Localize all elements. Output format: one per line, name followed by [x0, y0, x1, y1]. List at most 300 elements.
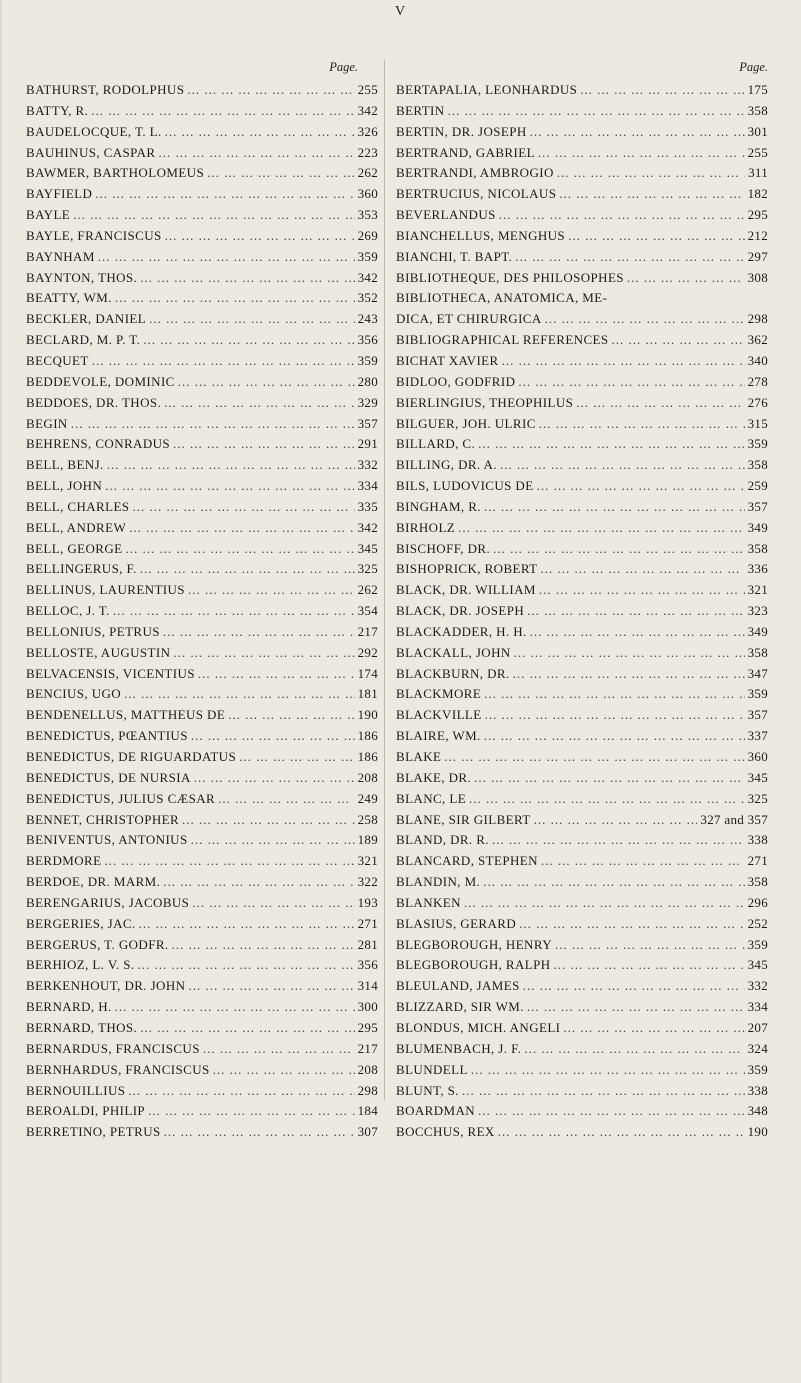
entry-page: 360	[747, 749, 768, 764]
dot-leader	[148, 1101, 355, 1122]
entry-name: BERRETINO, PETRUS	[26, 1124, 161, 1140]
index-entry	[26, 80, 378, 101]
dot-leader	[499, 205, 745, 226]
index-entry	[26, 372, 378, 393]
entry-page: 308	[747, 269, 768, 285]
entry-page: 271	[357, 915, 378, 931]
entry-page: 207	[747, 1019, 768, 1035]
entry-name: BLUNDELL	[396, 1061, 468, 1077]
entry-name: BENEDICTUS, DE NURSIA	[26, 769, 191, 785]
index-entry	[26, 476, 378, 497]
entry-name: BENNET, CHRISTOPHER	[26, 811, 180, 827]
dot-leader	[128, 1081, 354, 1102]
dot-leader	[484, 497, 745, 518]
dot-leader	[537, 476, 745, 497]
dot-leader	[498, 1122, 745, 1143]
entry-page: 342	[357, 102, 378, 118]
index-entry	[396, 872, 768, 893]
dot-leader	[92, 351, 355, 372]
index-entry	[26, 664, 378, 685]
dot-leader	[492, 830, 745, 851]
index-entry	[396, 122, 768, 143]
dot-leader	[228, 705, 354, 726]
entry-page: 349	[747, 519, 768, 535]
entry-name: BERTIN, DR. JOSEPH	[396, 123, 527, 139]
dot-leader	[469, 789, 745, 810]
dot-leader	[138, 955, 355, 976]
entry-page: 359	[747, 1061, 768, 1077]
entry-name: BERTRANDI, AMBROGIO	[396, 165, 554, 181]
index-entry	[26, 1122, 378, 1143]
entry-page: 276	[747, 394, 768, 410]
entry-page: 359	[747, 936, 768, 952]
index-entry	[396, 351, 768, 372]
entry-page: 259	[747, 478, 768, 494]
entry-name: BAYLE, FRANCISCUS	[26, 227, 162, 243]
index-entry	[396, 1039, 768, 1060]
index-entry	[26, 351, 378, 372]
entry-name: BLAKE	[396, 749, 442, 764]
entry-page: 212	[747, 227, 768, 243]
entry-page: 357	[747, 707, 768, 723]
index-entry	[26, 601, 378, 622]
index-entry	[26, 580, 378, 601]
entry-page: 280	[357, 373, 378, 389]
entry-name: BERNOUILLIUS	[26, 1082, 126, 1098]
entry-name: BENIVENTUS, ANTONIUS	[26, 832, 188, 848]
dot-leader	[627, 268, 745, 289]
index-entry	[396, 1060, 768, 1081]
index-entry	[26, 1039, 378, 1060]
entry-name: BIBLIOGRAPHICAL REFERENCES	[396, 332, 609, 348]
entry-page: 271	[747, 853, 768, 869]
dot-leader	[172, 935, 355, 956]
entry-page: 358	[747, 874, 768, 890]
dot-leader	[129, 518, 354, 539]
entry-name: BERNARDUS, FRANCISCUS	[26, 1040, 200, 1056]
dot-leader	[515, 247, 744, 268]
index-entry	[26, 768, 378, 789]
entry-name: BLAKE, DR.	[396, 769, 472, 785]
dot-leader	[527, 997, 745, 1018]
dot-leader	[484, 726, 745, 747]
entry-name: BLANDIN, M.	[396, 874, 481, 890]
entry-name: BLONDUS, MICH. ANGELI	[396, 1019, 561, 1035]
index-entry	[396, 789, 768, 810]
index-entry	[396, 851, 768, 872]
dot-leader	[71, 414, 355, 435]
entry-page: 208	[357, 769, 378, 785]
entry-name: BIRHOLZ	[396, 519, 456, 535]
entry-page: 358	[747, 644, 768, 660]
entry-name: BELL, ANDREW	[26, 519, 127, 535]
dot-leader	[158, 143, 354, 164]
index-entry	[396, 768, 768, 789]
dot-leader	[576, 393, 744, 414]
index-entry	[26, 184, 378, 205]
entry-name: BLEGBOROUGH, HENRY	[396, 936, 552, 952]
entry-page: 252	[747, 915, 768, 931]
entry-name: BAYLE	[26, 207, 71, 223]
dot-leader	[458, 518, 744, 539]
entry-page: 295	[357, 1019, 378, 1035]
index-entry	[26, 559, 378, 580]
entry-page: 291	[357, 436, 378, 452]
entry-page: 354	[357, 603, 378, 619]
entry-page: 325	[357, 561, 378, 577]
dot-leader	[124, 684, 355, 705]
dot-leader	[474, 768, 744, 789]
index-entry	[26, 205, 378, 226]
entry-page: 217	[357, 623, 378, 639]
entry-page: 186	[357, 728, 378, 744]
dot-leader	[557, 163, 745, 184]
dot-leader	[213, 1060, 355, 1081]
dot-leader	[530, 622, 745, 643]
entry-name: BERGERUS, T. GODFR.	[26, 936, 169, 952]
entry-page: 332	[747, 978, 768, 994]
entry-page: 321	[357, 853, 378, 869]
index-entry	[396, 976, 768, 997]
entry-page: 335	[357, 498, 378, 514]
entry-page: 175	[747, 82, 768, 97]
entry-page: 298	[747, 311, 768, 327]
index-entry	[396, 476, 768, 497]
index-entry	[26, 830, 378, 851]
dot-leader	[478, 434, 744, 455]
entry-name: BAUHINUS, CASPAR	[26, 144, 156, 160]
entry-name: BAWMER, BARTHOLOMEUS	[26, 165, 205, 181]
dot-leader	[192, 893, 354, 914]
entry-name: BELLOC, J. T.	[26, 603, 110, 619]
index-entry	[26, 789, 378, 810]
entry-page: 362	[747, 332, 768, 348]
entry-name: BENEDICTUS, DE RIGUARDATUS	[26, 749, 237, 764]
entry-name: BIANCHELLUS, MENGHUS	[396, 227, 566, 243]
dot-leader	[462, 1081, 745, 1102]
dot-leader	[163, 872, 354, 893]
dot-leader	[530, 122, 745, 143]
entry-name: BELL, GEORGE	[26, 540, 123, 556]
index-entry	[26, 955, 378, 976]
dot-leader	[527, 601, 744, 622]
dot-leader	[95, 184, 354, 205]
dot-leader	[91, 101, 354, 122]
index-entry	[26, 434, 378, 455]
entry-name: BERKENHOUT, DR. JOHN	[26, 978, 186, 994]
entry-page: 347	[747, 665, 768, 681]
dot-leader	[173, 643, 354, 664]
entry-name: BLACKALL, JOHN	[396, 644, 511, 660]
dot-leader	[513, 664, 745, 685]
index-entry	[396, 601, 768, 622]
entry-name: BERTRAND, GABRIEL	[396, 144, 535, 160]
entry-name: BAYFIELD	[26, 186, 93, 202]
entry-name: BERTRUCIUS, NICOLAUS	[396, 186, 557, 202]
entry-name: BILLARD, C.	[396, 436, 476, 452]
entry-page: 359	[357, 248, 378, 264]
dot-leader	[523, 976, 745, 997]
index-entry	[26, 414, 378, 435]
index-entry	[396, 1122, 768, 1143]
index-entry	[396, 455, 768, 476]
entry-name: BISCHOFF, DR.	[396, 540, 491, 556]
entry-page: 360	[357, 186, 378, 202]
index-entry	[26, 851, 378, 872]
index-entry	[26, 914, 378, 935]
entry-page: 296	[747, 894, 768, 910]
entry-page: 357	[357, 415, 378, 431]
dot-leader	[198, 664, 355, 685]
dot-leader	[485, 705, 745, 726]
index-entry	[396, 497, 768, 518]
entry-name: BLUNT, S.	[396, 1082, 459, 1098]
index-entry	[396, 288, 768, 309]
index-entry	[26, 497, 378, 518]
entry-page: 307	[357, 1124, 378, 1140]
index-entry	[396, 643, 768, 664]
entry-name: BERHIOZ, L. V. S.	[26, 957, 135, 973]
entry-name: BELLINUS, LAURENTIUS	[26, 582, 185, 598]
index-entry	[396, 1101, 768, 1122]
entry-name: BELVACENSIS, VICENTIUS	[26, 665, 195, 681]
index-entry	[396, 684, 768, 705]
entry-name: BATHURST, RODOLPHUS	[26, 82, 185, 97]
entry-page: 338	[747, 1082, 768, 1098]
entry-name: BECLARD, M. P. T.	[26, 332, 141, 348]
entry-name: BOARDMAN	[396, 1103, 476, 1119]
entry-name: BLANE, SIR GILBERT	[396, 811, 531, 827]
column-divider	[384, 60, 385, 1100]
index-entry	[396, 830, 768, 851]
index-entry	[26, 330, 378, 351]
entry-page: 190	[357, 707, 378, 723]
entry-name: BLEGBOROUGH, RALPH	[396, 957, 551, 973]
index-entry	[26, 122, 378, 143]
entry-page: 184	[357, 1103, 378, 1119]
entry-name: BLACK, DR. JOSEPH	[396, 603, 525, 619]
dot-leader	[444, 747, 744, 768]
entry-page: 255	[747, 144, 768, 160]
dot-leader	[104, 851, 354, 872]
entry-name: BATTY, R.	[26, 102, 89, 118]
entry-page: 258	[357, 811, 378, 827]
entry-page: 345	[357, 540, 378, 556]
dot-leader	[448, 101, 745, 122]
entry-page: 189	[357, 832, 378, 848]
entry-page: 340	[747, 352, 768, 368]
index-entry	[26, 1101, 378, 1122]
entry-name: BEROALDI, PHILIP	[26, 1103, 146, 1119]
index-entry	[26, 101, 378, 122]
entry-name: BENDENELLUS, MATTHEUS DE	[26, 707, 226, 723]
dot-leader	[191, 830, 355, 851]
entry-page: 298	[357, 1082, 378, 1098]
entry-name: BERNARD, H.	[26, 999, 112, 1015]
entry-page: 359	[747, 436, 768, 452]
index-entry	[396, 101, 768, 122]
index-entry	[396, 914, 768, 935]
entry-name: BELL, JOHN	[26, 478, 103, 494]
entry-page: 338	[747, 832, 768, 848]
page-column-header: Page.	[739, 60, 768, 74]
entry-page: 348	[747, 1103, 768, 1119]
dot-leader	[178, 372, 355, 393]
dot-leader	[524, 1039, 744, 1060]
entry-name: BLACKADDER, H. H.	[396, 623, 527, 639]
entry-name: BELLOSTE, AUGUSTIN	[26, 644, 171, 660]
index-entry	[26, 935, 378, 956]
dot-leader	[194, 768, 355, 789]
index-entry	[26, 872, 378, 893]
entry-name: BERENGARIUS, JACOBUS	[26, 894, 190, 910]
dot-leader	[538, 143, 745, 164]
entry-name: BIANCHI, T. BAPT.	[396, 248, 513, 264]
page-number: V	[394, 4, 407, 19]
dot-leader	[98, 247, 355, 268]
entry-name: BEATTY, WM.	[26, 290, 112, 306]
entry-name: BAYNHAM	[26, 248, 95, 264]
entry-page: 315	[747, 415, 768, 431]
entry-name: BLANC, LE	[396, 790, 467, 806]
entry-page: 174	[357, 665, 378, 681]
dot-leader	[173, 434, 355, 455]
dot-leader	[464, 893, 745, 914]
entry-page: 292	[357, 644, 378, 660]
entry-page: 269	[357, 227, 378, 243]
entry-page: 295	[747, 207, 768, 223]
index-entry	[396, 1081, 768, 1102]
index-entry	[396, 705, 768, 726]
entry-page: 301	[747, 123, 768, 139]
entry-page: 342	[357, 269, 378, 285]
entry-name: BAYNTON, THOS.	[26, 269, 138, 285]
dot-leader	[149, 309, 354, 330]
dot-leader	[502, 351, 745, 372]
entry-name: BEHRENS, CONRADUS	[26, 436, 171, 452]
dot-leader	[545, 309, 745, 330]
index-entry	[26, 997, 378, 1018]
dot-leader	[105, 476, 354, 497]
index-entry	[396, 184, 768, 205]
index-entry	[396, 163, 768, 184]
entry-page: 356	[357, 957, 378, 973]
entry-name: BLANCARD, STEPHEN	[396, 853, 538, 869]
index-entry	[26, 393, 378, 414]
index-entry	[396, 1018, 768, 1039]
dot-leader	[518, 372, 744, 393]
index-entry	[26, 1060, 378, 1081]
entry-page: 182	[747, 186, 768, 202]
dot-leader	[113, 601, 355, 622]
index-entry	[26, 976, 378, 997]
index-entry	[396, 955, 768, 976]
dot-leader	[187, 80, 354, 101]
entry-name: BLANKEN	[396, 894, 461, 910]
page-binding-edge	[0, 0, 3, 1383]
entry-page: 342	[357, 519, 378, 535]
index-entry	[26, 747, 378, 768]
dot-leader	[612, 330, 745, 351]
index-column-right	[396, 60, 768, 1143]
index-entry	[396, 393, 768, 414]
index-entry	[26, 1081, 378, 1102]
dot-leader	[500, 455, 745, 476]
index-entry	[396, 539, 768, 560]
dot-leader	[519, 914, 744, 935]
entry-page: 193	[357, 894, 378, 910]
index-entry	[396, 997, 768, 1018]
entry-page: 334	[747, 999, 768, 1015]
index-entry	[396, 330, 768, 351]
entry-page: 327 and 357	[700, 811, 768, 827]
dot-leader	[132, 497, 354, 518]
entry-page: 332	[357, 457, 378, 473]
entry-name: BEDDOES, DR. THOS.	[26, 394, 162, 410]
entry-page: 311	[748, 165, 768, 181]
index-entry	[396, 726, 768, 747]
index-entry	[26, 726, 378, 747]
dot-leader	[140, 1018, 354, 1039]
entry-page: 359	[357, 352, 378, 368]
entry-page: 186	[357, 749, 378, 764]
index-entry	[26, 684, 378, 705]
index-entry	[26, 455, 378, 476]
entry-page: 345	[747, 769, 768, 785]
dot-leader	[218, 789, 355, 810]
entry-page: 324	[747, 1040, 768, 1056]
entry-name: BERNHARDUS, FRANCISCUS	[26, 1061, 210, 1077]
entry-page: 297	[747, 248, 768, 264]
index-entry	[26, 163, 378, 184]
entry-name: BLAND, DR. R.	[396, 832, 489, 848]
entry-name: BEVERLANDUS	[396, 207, 496, 223]
dot-leader	[568, 226, 745, 247]
dot-leader	[554, 955, 745, 976]
entry-name: BENEDICTUS, JULIUS CÆSAR	[26, 790, 216, 806]
dot-leader	[541, 559, 745, 580]
entry-name: BILLING, DR. A.	[396, 457, 497, 473]
entry-name: BELLINGERUS, F.	[26, 561, 137, 577]
entry-page: 334	[357, 478, 378, 494]
entry-page: 243	[357, 311, 378, 327]
dot-leader	[563, 1018, 744, 1039]
entry-page: 249	[357, 790, 378, 806]
entry-page: 325	[747, 790, 768, 806]
dot-leader	[493, 539, 744, 560]
entry-page: 336	[747, 561, 768, 577]
dot-leader	[555, 935, 745, 956]
dot-leader	[182, 810, 355, 831]
entry-name: BILS, LUDOVICUS DE	[396, 478, 534, 494]
entry-name: BLACKBURN, DR.	[396, 665, 510, 681]
index-entry	[26, 539, 378, 560]
entry-name: BERDMORE	[26, 853, 102, 869]
index-entry	[396, 414, 768, 435]
index-entry	[396, 559, 768, 580]
entry-page: 223	[357, 144, 378, 160]
entry-page: 314	[357, 978, 378, 994]
entry-name: BENEDICTUS, PŒANTIUS	[26, 728, 188, 744]
entry-page: 300	[357, 999, 378, 1015]
entry-page: 357	[747, 498, 768, 514]
entry-name: BIBLIOTHECA, ANATOMICA, ME-	[396, 290, 608, 306]
index-entry	[26, 288, 378, 309]
dot-leader	[534, 810, 698, 831]
index-entry	[396, 309, 768, 330]
entry-page: 352	[357, 290, 378, 306]
dot-leader	[126, 539, 355, 560]
